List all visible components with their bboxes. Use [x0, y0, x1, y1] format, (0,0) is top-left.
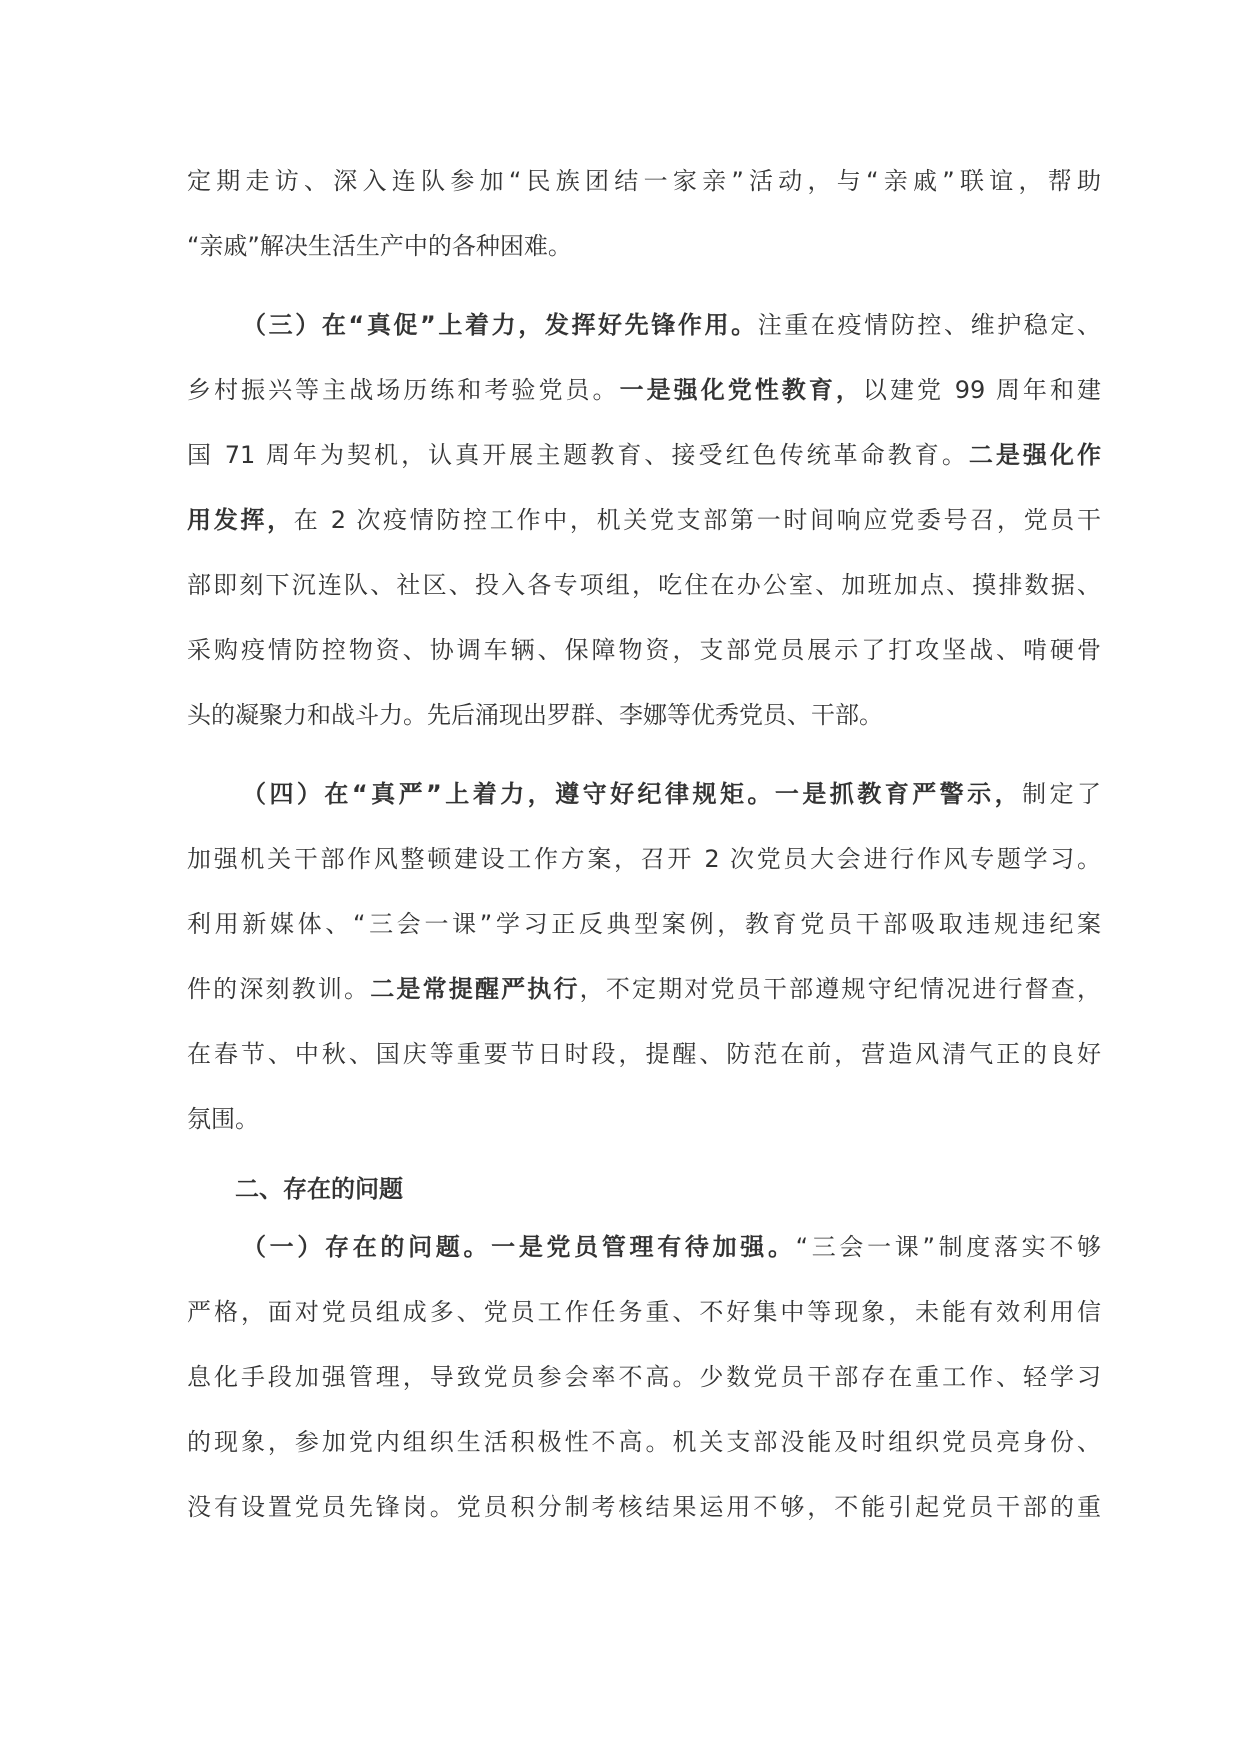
paragraph-2 [187, 305, 1101, 760]
section-heading-2: 二、存在的问题 [235, 1175, 403, 1203]
document-page [187, 161, 1101, 1552]
text-line: 氛围。 [187, 1105, 259, 1133]
paragraph-4 [187, 1227, 1101, 1552]
text-line: 的现象，参加党内组织生活积极性不高。机关支部没能及时组织党员亮身份、 [187, 1428, 1101, 1456]
text-line: 采购疫情防控物资、协调车辆、保障物资，支部党员展示了打攻坚战、啃硬骨 [187, 636, 1101, 664]
text-line: 严格，面对党员组成多、党员工作任务重、不好集中等现象，未能有效利用信 [187, 1298, 1101, 1326]
text-line: 息化手段加强管理，导致党员参会率不高。少数党员干部存在重工作、轻学习 [187, 1363, 1101, 1391]
text-line: 利用新媒体、“三会一课”学习正反典型案例，教育党员干部吸取违规违纪案 [187, 910, 1101, 938]
text-line: 定期走访、深入连队参加“民族团结一家亲”活动，与“亲戚”联谊，帮助 [187, 167, 1101, 195]
text-line: 加强机关干部作风整顿建设工作方案，召开 2 次党员大会进行作风专题学习。 [187, 845, 1101, 873]
text-line: （一）存在的问题。一是党员管理有待加强。“三会一课”制度落实不够 [242, 1233, 1102, 1261]
section-heading-4: （四）在“真严”上着力，遵守好纪律规矩。一是抓教育严警示， [242, 780, 1023, 808]
paragraph-1 [187, 161, 1101, 291]
paragraph-3 [187, 774, 1101, 1164]
text-line: （三）在“真促”上着力，发挥好先锋作用。注重在疫情防控、维护稳定、 [242, 311, 1102, 339]
text-line: 头的凝聚力和战斗力。先后涌现出罗群、李娜等优秀党员、干部。 [187, 701, 883, 729]
text-line: 在春节、中秋、国庆等重要节日时段，提醒、防范在前，营造风清气正的良好 [187, 1040, 1101, 1068]
text-line: 乡村振兴等主战场历练和考验党员。一是强化党性教育，以建党 99 周年和建 [187, 376, 1102, 404]
text-line: （四）在“真严”上着力，遵守好纪律规矩。一是抓教育严警示，制定了 [242, 780, 1102, 808]
text-line: 国 71 周年为契机，认真开展主题教育、接受红色传统革命教育。二是强化作 [187, 441, 1102, 469]
text-line: “亲戚”解决生活生产中的各种困难。 [187, 232, 572, 260]
text-line: 用发挥，在 2 次疫情防控工作中，机关党支部第一时间响应党委号召，党员干 [187, 506, 1101, 534]
text-line: 件的深刻教训。二是常提醒严执行，不定期对党员干部遵规守纪情况进行督查， [187, 975, 1102, 1003]
section-heading-3: （三）在“真促”上着力，发挥好先锋作用。 [242, 311, 758, 339]
text-line: 部即刻下沉连队、社区、投入各专项组，吃住在办公室、加班加点、摸排数据、 [187, 571, 1101, 599]
section-heading-2-1: （一）存在的问题。一是党员管理有待加强。 [242, 1233, 796, 1261]
text-line: 没有设置党员先锋岗。党员积分制考核结果运用不够，不能引起党员干部的重 [187, 1493, 1101, 1521]
